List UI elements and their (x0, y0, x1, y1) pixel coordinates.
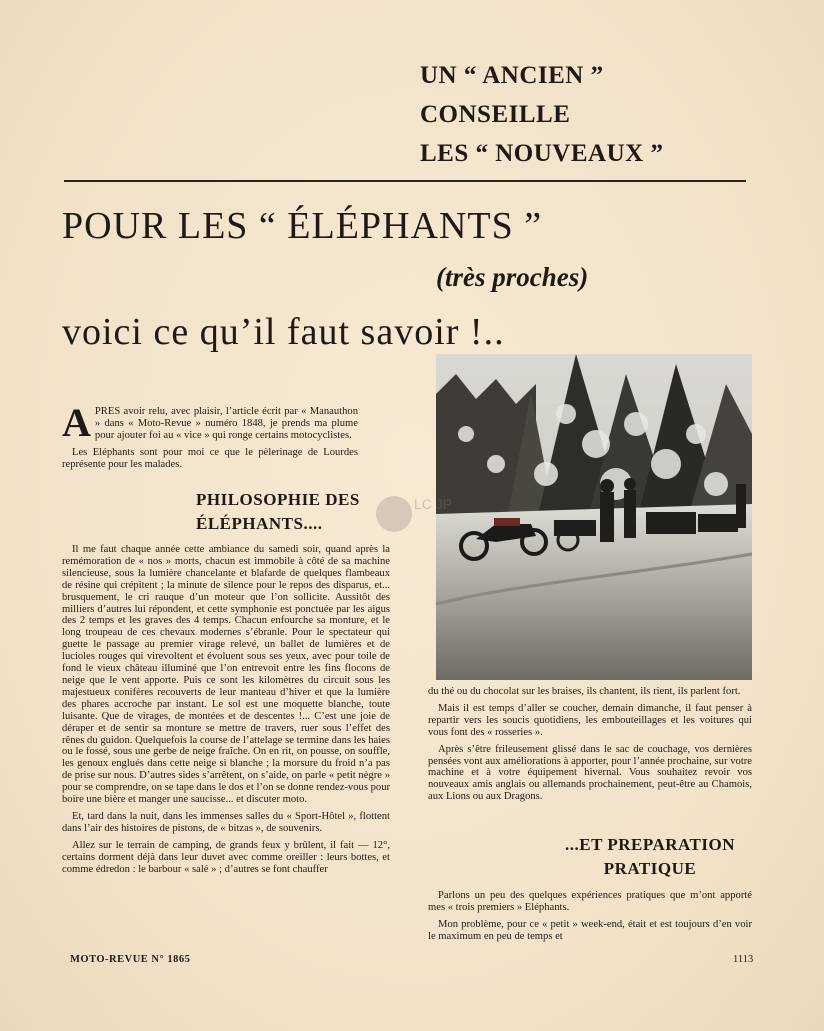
intro-paragraph-1 (62, 400, 358, 445)
dropcap-letter: A (62, 400, 91, 445)
footer-magazine-issue: MOTO-REVUE N° 1865 (70, 954, 191, 965)
intro-text-1: PRES avoir relu, avec plaisir, l’article écrit par « Manauthon » dans « Moto-Revue » numéro 1848, je prends ma plume pour ajouter foi au « vice » qui ronge certains motocyclistes. (94, 406, 358, 441)
right-column-body (428, 686, 752, 808)
body-paragraph-4: Mais il est temps d’aller se coucher, demain dimanche, il faut penser à repartir vers les soucis quotidiens, les embouteillages et les voitures qui vous font des « rosseries ». (428, 702, 752, 738)
intro-paragraph-2: Les Eléphants sont pour moi ce que le pèlerinage de Lourdes représente pour les malades. (62, 446, 358, 470)
photo-illustration (436, 354, 752, 680)
left-column-body (62, 544, 390, 880)
intro-paragraphs (62, 400, 358, 476)
kicker-line-3: LES “ NOUVEAUX ” (420, 140, 664, 167)
footer-page-number: 1113 (733, 954, 754, 965)
body-paragraph-2: Et, tard dans la nuit, dans les immenses salles du « Sport-Hôtel », flottent dans l’air des histoires de pistons, de « bitzas », de souvenirs. (62, 810, 390, 834)
kicker-line-1: UN “ ANCIEN ” (420, 62, 604, 89)
article-headline-line-2: voici ce qu’il faut savoir !.. (62, 311, 505, 353)
article-subhead: (très proches) (436, 262, 589, 292)
body-paragraph-3: Allez sur le terrain de camping, de grands feux y brûlent, il fait — 12°, certains dorment déjà dans leur duvet avec comme oreiller : leurs bottes, et comme édredon : le barbour « salé » ; d’autres se font chauffer (62, 839, 390, 875)
body-paragraph-5: Après s’être frileusement glissé dans le sac de couchage, vos dernières pensées vont aux améliorations à apporter, pour l’année prochaine, sur votre machine et à votre équipement hivernal. Vous souhaitez revoir vos nouveaux amis anglais ou allemands prochainement, peut-être au Chamois, aux Lions ou aux Dragons. (428, 743, 752, 803)
body-paragraph-1: Il me faut chaque année cette ambiance du samedi soir, quand après la remémoration de « nos » morts, chacun est immobile à côté de sa machine silencieuse, sous la lumière chancelante et blafarde de quelques flambeaux de résine qui crépitent ; la minute de silence pour le repos des disparus, et... brusquement, le cri rauque d’un moteur que l’on sollicite. Aussitôt des milliers d’autres lui répondent, et cette symphonie est ponctuée par les aigus des 2 temps et les graves des 4 temps. Chacun enfourche sa monture, et le long troupeau de ces chevaux modernes s’ébranle. Pour le spectateur qui guette le passage au premier virage relevé, un ballet de lumières et de lucioles rouges qui virevoltent et évoluent sous ses yeux, avec pour toile de fond le vieux château illuminé que l’on entrevoit entre les fins flocons de neige que le vent apporte. Puis ce sont les kilomètres du circuit sous les majestueux conifères recouverts de leur manteau d’hiver et que la lumière des phares accroche par instant. Le sol est une moquette blanche, toute luisante. Que de virages, de montées et de descentes !... C’est une joie de déraper et de sentir sa monture se mettre de travers, ruer sous l’effet des rênes du guidon. Quelquefois la course de l’attelage se termine dans les haies ou le fossé, sous une gerbe de neige fraîche. On en rit, on pousse, on souffle, les genoux englués dans cette neige si blanche ; la morsure du froid n’a pas de prise sur nous. D’autres sides s’arrêtent, on s’aide, on parle « petit nègre » pour se comprendre, on se tape dans le dos et l’on se donne rendez-vous pour boire une bière et manger une saucisse... et discuter moto. (62, 544, 391, 806)
section-title-preparation: ...ET PREPARATION PRATIQUE (564, 835, 736, 878)
watermark-logo (374, 487, 453, 541)
body-paragraph-6: Parlons un peu des quelques expériences pratiques que m’ont apporté mes « trois premiers » Eléphants. (428, 890, 752, 913)
section-title-philosophie: PHILOSOPHIE DES ÉLÉPHANTS.... (196, 490, 360, 533)
body-paragraph-3-continued: du thé ou du chocolat sur les braises, ils chantent, ils rient, ils parlent fort. (428, 686, 741, 697)
body-paragraph-7: Mon problème, pour ce « petit » week-end, était et est toujours d’en voir le maximum en peu de temps et (428, 918, 752, 942)
kicker-heading (420, 56, 760, 173)
divider-rule (64, 180, 746, 182)
watermark-text: LC JP (414, 496, 453, 512)
article-headline: POUR LES “ ÉLÉPHANTS ” (62, 205, 543, 247)
kicker-line-2: CONSEILLE (420, 101, 571, 128)
right-column-body-2 (428, 890, 752, 948)
snowy-forest-motorcycles-photo (436, 354, 752, 680)
